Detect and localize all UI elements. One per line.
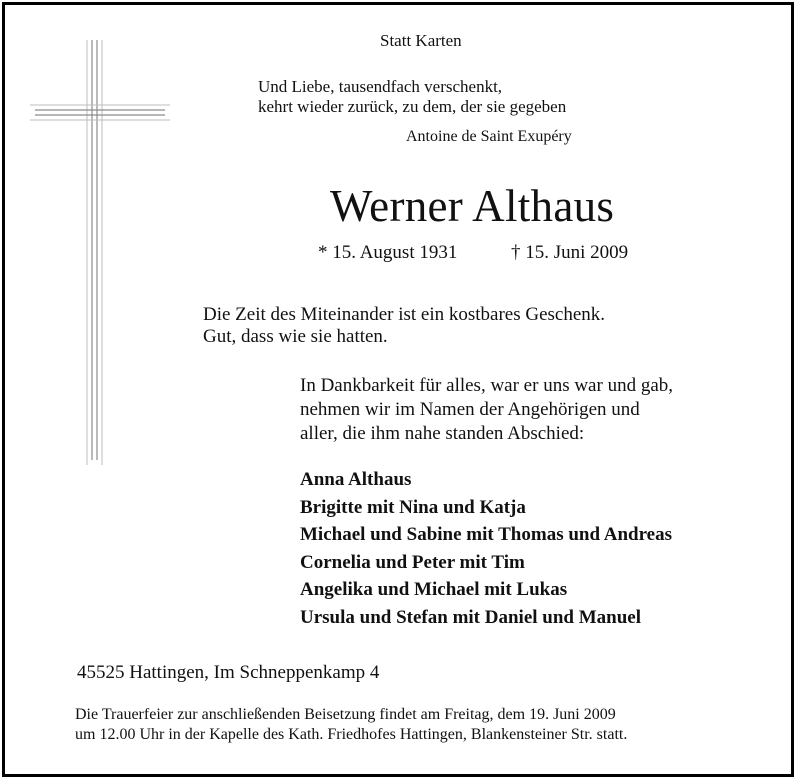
- verse-line-1: Die Zeit des Miteinander ist ein kostbares Geschenk.: [203, 304, 606, 325]
- thanks-line: aller, die ihm nahe standen Abschied:: [300, 423, 585, 444]
- thanks-line: nehmen wir im Namen der Angehörigen und: [300, 399, 640, 420]
- funeral-notice: [75, 705, 627, 745]
- mourner-entry: Anna Althaus: [300, 469, 412, 490]
- cross-icon: [30, 40, 180, 465]
- family-address: 45525 Hattingen, Im Schneppenkamp 4: [77, 662, 380, 683]
- mourner-entry: Brigitte mit Nina und Katja: [300, 496, 526, 518]
- thanks-line: In Dankbarkeit für alles, war er uns war und gab,: [300, 375, 674, 396]
- statt-karten-header: Statt Karten: [380, 31, 462, 50]
- mourner-entry: Cornelia und Peter mit Tim: [300, 551, 525, 573]
- birth-date: * 15. August 1931: [318, 242, 458, 263]
- deceased-name: Werner Althaus: [330, 181, 615, 231]
- funeral-line: um 12.00 Uhr in der Kapelle des Kath. Friedhofes Hattingen, Blankensteiner Str. statt.: [75, 726, 628, 743]
- quote-author: Antoine de Saint Exupéry: [406, 128, 572, 145]
- thanks-paragraph: [300, 374, 673, 446]
- mourner-entry: Ursula und Stefan mit Daniel und Manuel: [300, 606, 642, 628]
- death-date: † 15. Juni 2009: [511, 242, 629, 263]
- mourner-entry: Angelika und Michael mit Lukas: [300, 579, 568, 600]
- mourner-entry: Michael und Sabine mit Thomas und Andreas: [300, 524, 673, 545]
- mourners-list: [300, 466, 672, 631]
- funeral-line: Die Trauerfeier zur anschließenden Beisetzung findet am Freitag, dem 19. Juni 2009: [75, 706, 616, 723]
- quote-line-2: kehrt wieder zurück, zu dem, der sie gegeben: [258, 97, 567, 116]
- verse-line-2: Gut, dass wie sie hatten.: [203, 326, 388, 347]
- quote-line-1: Und Liebe, tausendfach verschenkt,: [258, 77, 503, 96]
